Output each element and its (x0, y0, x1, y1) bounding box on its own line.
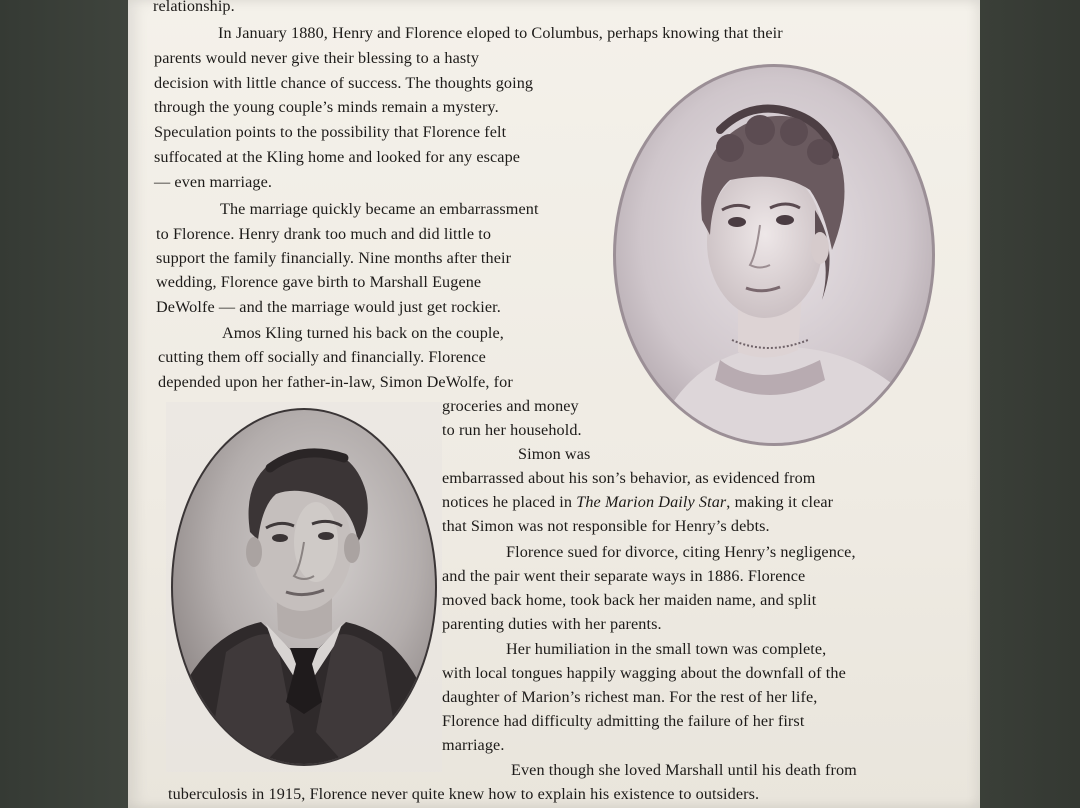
text-line-11: support the family financially. Nine months after their (156, 249, 512, 267)
text-line-25: moved back home, took back her maiden name, and split (442, 591, 817, 609)
text-line-7: suffocated at the Kling home and looked for any escape (154, 148, 521, 166)
text-line-10: to Florence. Henry drank too much and did little to (156, 225, 492, 243)
text-line-26: parenting duties with her parents. (442, 615, 662, 633)
text-line-20: embarrassed about his son’s behavior, as evidenced from (442, 469, 816, 487)
text-line-5: through the young couple’s minds remain a mystery. (154, 98, 499, 116)
text-line-2: In January 1880, Henry and Florence eloped to Columbus, perhaps knowing that their (218, 24, 783, 42)
text-line-30: Florence had difficulty admitting the failure of her first (442, 712, 805, 730)
text-line-21 (442, 492, 833, 512)
text-line-18: to run her household. (442, 421, 582, 439)
florence-portrait (610, 60, 938, 450)
henry-portrait (166, 402, 442, 772)
exhibit-panel (128, 0, 980, 808)
text-line-33: tuberculosis in 1915, Florence never quite knew how to explain his existence to outsiders. (168, 785, 760, 803)
text-line-22: that Simon was not responsible for Henry’s debts. (442, 517, 770, 535)
text-line-29: daughter of Marion’s richest man. For the rest of her life, (442, 688, 818, 706)
text-line-15: cutting them off socially and financially. Florence (158, 348, 486, 366)
text-line-23: Florence sued for divorce, citing Henry’s negligence, (506, 543, 856, 561)
text-line-6: Speculation points to the possibility that Florence felt (154, 123, 507, 141)
text-line-24: and the pair went their separate ways in 1886. Florence (442, 567, 806, 585)
text-line-1: relationship. (153, 0, 235, 15)
notices-text-before: notices he placed in (442, 493, 577, 511)
text-line-3: parents would never give their blessing to a hasty (154, 49, 480, 67)
text-line-19: Simon was (518, 445, 591, 463)
wall-right (980, 0, 1080, 808)
text-line-8: — even marriage. (154, 173, 273, 191)
text-line-28: with local tongues happily wagging about the downfall of the (442, 664, 846, 682)
text-line-12: wedding, Florence gave birth to Marshall Eugene (156, 273, 482, 291)
newspaper-title: The Marion Daily Star (576, 493, 727, 511)
text-line-9: The marriage quickly became an embarrassment (220, 200, 539, 218)
notices-text-after: , making it clear (726, 493, 834, 511)
text-line-32: Even though she loved Marshall until his death from (511, 761, 857, 779)
text-line-4: decision with little chance of success. The thoughts going (154, 74, 534, 92)
text-line-31: marriage. (442, 736, 505, 754)
wall-left (0, 0, 128, 808)
text-line-14: Amos Kling turned his back on the couple, (222, 324, 504, 342)
text-line-27: Her humiliation in the small town was complete, (506, 640, 827, 658)
text-line-13: DeWolfe — and the marriage would just get rockier. (156, 298, 501, 316)
text-line-16: depended upon her father-in-law, Simon DeWolfe, for (158, 373, 513, 391)
text-line-17: groceries and money (442, 397, 579, 415)
